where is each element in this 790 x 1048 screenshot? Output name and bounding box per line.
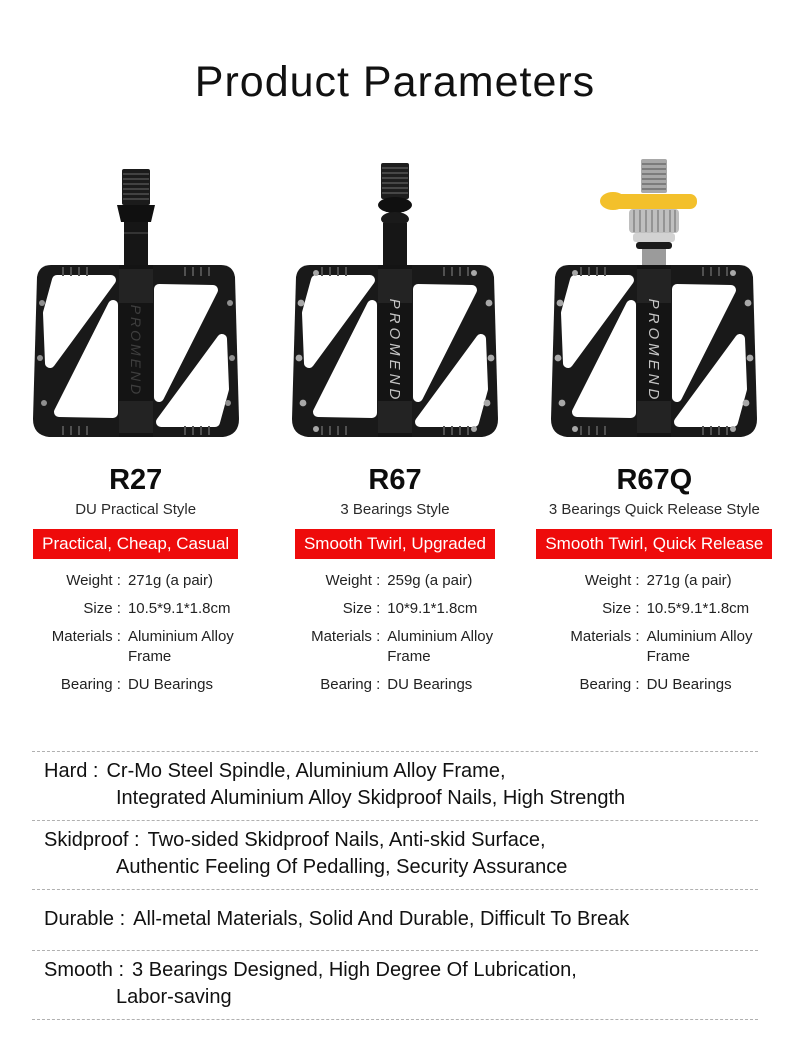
feature-text-line2: Integrated Aluminium Alloy Skidproof Nails, High Strength: [116, 787, 626, 809]
model-name-r67: R67: [368, 464, 422, 496]
spec-row: [272, 571, 517, 591]
spec-value: Aluminium Alloy Frame: [387, 628, 494, 665]
spec-label: Size :: [602, 600, 640, 617]
spec-label: Bearing :: [579, 676, 640, 693]
spec-label: Weight :: [584, 572, 640, 589]
spec-label: Materials :: [51, 628, 121, 645]
spec-row: [272, 627, 517, 667]
spec-value: Aluminium Alloy Frame: [646, 628, 753, 665]
spec-value: 10.5*9.1*1.8cm: [127, 600, 231, 617]
spec-label: Materials :: [311, 628, 381, 645]
model-style-r67: 3 Bearings Style: [340, 501, 450, 518]
highlight-banner-r67: Smooth Twirl, Upgraded: [295, 529, 495, 559]
spec-row: [13, 571, 258, 591]
spec-label: Weight :: [325, 572, 381, 589]
spec-value: 271g (a pair): [127, 572, 213, 589]
feature-label: Skidproof :: [44, 829, 140, 851]
pedal-illustration-r67: [280, 153, 510, 453]
pedal-brand-text-r67q: PROMEND: [645, 298, 663, 404]
pedal-brand-text-r27: PROMEND: [127, 304, 144, 398]
spec-value: DU Bearings: [127, 676, 213, 693]
spec-value: 10*9.1*1.8cm: [387, 600, 478, 617]
spec-row: [272, 599, 517, 619]
pedal-illustration-r27: [21, 153, 251, 453]
spec-value: DU Bearings: [646, 676, 732, 693]
spec-row: [13, 675, 258, 695]
spec-row: [272, 675, 517, 695]
pedal-image-r67: [272, 153, 517, 458]
spec-list-r67q: [532, 571, 777, 695]
spec-row: [13, 599, 258, 619]
spec-label: Materials :: [570, 628, 640, 645]
spec-value: 271g (a pair): [646, 572, 732, 589]
pedal-illustration-r67q: [539, 153, 769, 453]
spec-row: [532, 675, 777, 695]
model-name-r27: R27: [109, 464, 163, 496]
model-name-r67q: R67Q: [616, 464, 693, 496]
feature-row-hard: [32, 752, 758, 821]
product-column-r27: [13, 117, 258, 711]
feature-row-skidproof: [32, 821, 758, 890]
product-column-r67q: [532, 117, 777, 711]
feature-label: Smooth :: [44, 959, 125, 981]
feature-text-line2: Authentic Feeling Of Pedalling, Security Assurance: [116, 856, 568, 878]
spec-value: 10.5*9.1*1.8cm: [646, 600, 750, 617]
product-column-r67: [272, 117, 517, 711]
spec-row: [13, 627, 258, 667]
feature-label: Durable :: [44, 908, 126, 930]
highlight-banner-r27: Practical, Cheap, Casual: [33, 529, 238, 559]
model-style-r27: DU Practical Style: [75, 501, 197, 518]
spec-row: [532, 571, 777, 591]
spec-value: Aluminium Alloy Frame: [127, 628, 234, 665]
spec-label: Size :: [342, 600, 381, 617]
spec-label: Bearing :: [320, 676, 381, 693]
feature-row-durable: [32, 890, 758, 951]
feature-label: Hard :: [44, 760, 99, 782]
pedal-brand-text-r67: PROMEND: [385, 298, 403, 404]
spec-value: DU Bearings: [387, 676, 473, 693]
feature-text: All-metal Materials, Solid And Durable, Difficult To Break: [133, 908, 630, 930]
spec-row: [532, 627, 777, 667]
spec-label: Weight :: [66, 572, 121, 589]
spec-list-r27: [13, 571, 258, 695]
pedal-image-r27: [13, 153, 258, 458]
spec-label: Size :: [83, 600, 121, 617]
spec-list-r67: [272, 571, 517, 695]
features-list: [32, 751, 758, 1020]
spec-label: Bearing :: [60, 676, 121, 693]
products-row: [0, 117, 790, 711]
spec-row: [532, 599, 777, 619]
model-style-r67q: 3 Bearings Quick Release Style: [548, 501, 760, 518]
feature-text: Two-sided Skidproof Nails, Anti-skid Surface,: [147, 829, 546, 851]
highlight-banner-r67q: Smooth Twirl, Quick Release: [536, 529, 772, 559]
feature-text: Cr-Mo Steel Spindle, Aluminium Alloy Frame,: [106, 760, 506, 782]
page-title: Product Parameters: [194, 58, 596, 106]
feature-row-smooth: [32, 951, 758, 1020]
pedal-image-r67q: [532, 153, 777, 458]
spec-value: 259g (a pair): [387, 572, 473, 589]
feature-text-line2: Labor-saving: [116, 986, 232, 1008]
feature-text: 3 Bearings Designed, High Degree Of Lubrication,: [132, 959, 577, 981]
